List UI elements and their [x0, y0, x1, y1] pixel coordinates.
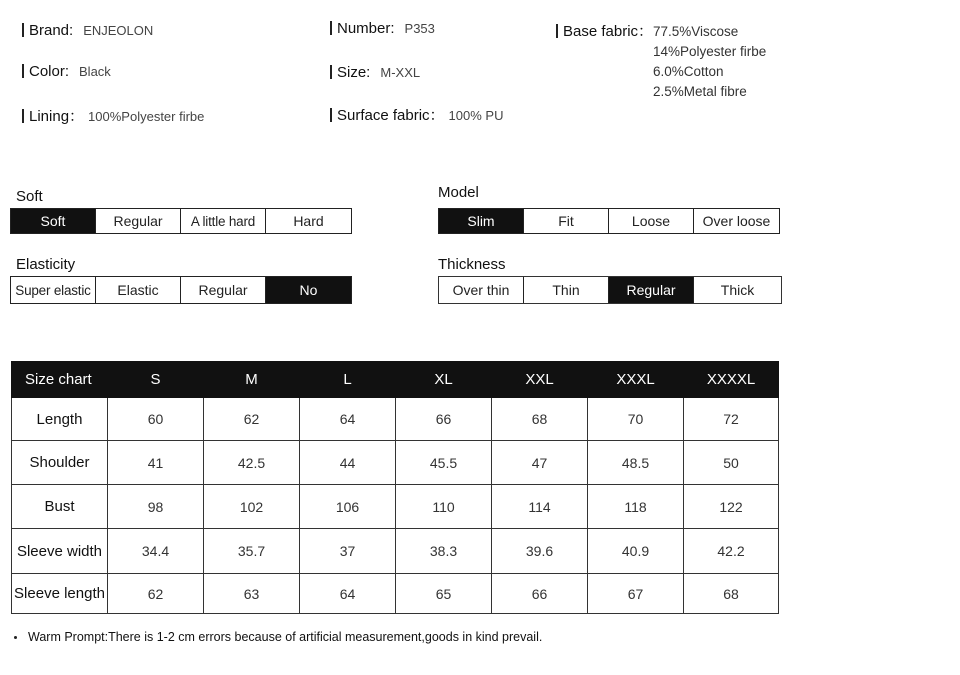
size-column-header: XXXXL [684, 362, 779, 398]
table-cell: 39.6 [492, 529, 588, 574]
size-chart-table [11, 361, 779, 614]
thickness-option: Thick [720, 282, 755, 298]
spec-value: 100%Polyester firbe [88, 109, 205, 124]
table-cell: 62 [204, 398, 300, 441]
table-cell: 67 [588, 574, 684, 614]
soft-title: Soft [16, 188, 43, 205]
size-column-header: XXL [492, 362, 588, 398]
base-fabric-line: 77.5%Viscose [653, 24, 739, 39]
table-cell: 106 [300, 485, 396, 529]
measurement-name: Sleeve width [12, 529, 108, 574]
bullet-icon [14, 636, 17, 639]
table-cell: 34.4 [108, 529, 204, 574]
spec-bar [22, 64, 24, 78]
table-cell: 41 [108, 441, 204, 485]
table-cell: 118 [588, 485, 684, 529]
table-cell: 68 [684, 574, 779, 614]
table-cell: 42.5 [204, 441, 300, 485]
size-column-header: L [300, 362, 396, 398]
table-cell: 64 [300, 574, 396, 614]
thickness-selector [438, 276, 782, 304]
table-cell: 66 [396, 398, 492, 441]
spec-size [330, 64, 420, 81]
soft-option: Soft [11, 209, 96, 233]
size-column-header: XXXL [588, 362, 684, 398]
table-cell: 37 [300, 529, 396, 574]
table-cell: 38.3 [396, 529, 492, 574]
spec-surface-fabric [330, 104, 503, 125]
spec-value: ENJEOLON [83, 23, 154, 38]
spec-base-fabric [556, 20, 653, 41]
soft-option: Regular [96, 209, 181, 233]
measurement-name: Length [12, 398, 108, 441]
table-cell: 50 [684, 441, 779, 485]
model-title: Model [438, 184, 479, 201]
table-cell: 47 [492, 441, 588, 485]
thickness-option: Thin [524, 277, 609, 303]
spec-value: M-XXL [380, 65, 421, 80]
thickness-option: Over thin [439, 277, 524, 303]
base-fabric-line: 2.5%Metal fibre [653, 84, 747, 99]
size-chart-title: Size chart [12, 362, 108, 398]
table-row [12, 398, 779, 441]
spec-value: Black [79, 64, 111, 79]
spec-brand [22, 22, 153, 39]
spec-label: Base fabric： [563, 23, 654, 40]
elasticity-option: Super elastic [11, 277, 96, 303]
table-row [12, 441, 779, 485]
spec-number [330, 20, 435, 37]
model-option: Loose [609, 209, 694, 233]
spec-label: Color: [29, 63, 70, 80]
table-cell: 40.9 [588, 529, 684, 574]
spec-bar [22, 109, 24, 123]
spec-label: Number: [337, 20, 395, 37]
spec-bar [330, 21, 332, 35]
table-cell: 102 [204, 485, 300, 529]
model-option: Slim [439, 209, 524, 233]
table-cell: 98 [108, 485, 204, 529]
spec-bar [556, 24, 558, 38]
base-fabric-line: 14%Polyester firbe [653, 44, 767, 59]
spec-label: Brand: [29, 22, 74, 39]
warm-prompt-text: Warm Prompt:There is 1-2 cm errors because of artificial measurement,goods in kind prevail. [28, 630, 543, 644]
table-cell: 45.5 [396, 441, 492, 485]
warm-prompt [14, 630, 542, 644]
table-cell: 63 [204, 574, 300, 614]
table-cell: 68 [492, 398, 588, 441]
spec-bar [22, 23, 24, 37]
size-column-header: XL [396, 362, 492, 398]
table-cell: 44 [300, 441, 396, 485]
model-option: Over loose [702, 213, 771, 229]
elasticity-title: Elasticity [16, 256, 76, 273]
thickness-option: Regular [609, 277, 694, 303]
thickness-title: Thickness [438, 256, 506, 273]
elasticity-option: Elastic [96, 277, 181, 303]
table-cell: 114 [492, 485, 588, 529]
measurement-name: Shoulder [12, 441, 108, 485]
table-cell: 48.5 [588, 441, 684, 485]
spec-label: Lining： [29, 108, 85, 125]
spec-value: 100% PU [448, 108, 504, 123]
table-row [12, 485, 779, 529]
model-option: Fit [524, 209, 609, 233]
elasticity-selector [10, 276, 352, 304]
size-column-header: M [204, 362, 300, 398]
table-cell: 66 [492, 574, 588, 614]
elasticity-option: No [266, 277, 351, 303]
table-cell: 60 [108, 398, 204, 441]
measurement-name: Sleeve length [12, 574, 108, 614]
spec-label: Size: [337, 64, 371, 81]
table-cell: 110 [396, 485, 492, 529]
elasticity-option: Regular [181, 277, 266, 303]
soft-selector [10, 208, 352, 234]
table-row [12, 574, 779, 614]
soft-option: A little hard [181, 209, 266, 233]
table-cell: 65 [396, 574, 492, 614]
size-chart-header [12, 362, 779, 398]
measurement-name: Bust [12, 485, 108, 529]
spec-color [22, 63, 111, 80]
spec-label: Surface fabric： [337, 107, 445, 124]
table-cell: 122 [684, 485, 779, 529]
spec-bar [330, 65, 332, 79]
spec-value: P353 [404, 21, 435, 36]
table-row [12, 529, 779, 574]
table-cell: 64 [300, 398, 396, 441]
table-cell: 42.2 [684, 529, 779, 574]
spec-lining [22, 105, 204, 126]
base-fabric-composition [653, 22, 766, 102]
table-cell: 70 [588, 398, 684, 441]
table-cell: 62 [108, 574, 204, 614]
model-selector [438, 208, 780, 234]
soft-option: Hard [293, 213, 324, 229]
table-cell: 35.7 [204, 529, 300, 574]
table-cell: 72 [684, 398, 779, 441]
size-column-header: S [108, 362, 204, 398]
spec-bar [330, 108, 332, 122]
base-fabric-line: 6.0%Cotton [653, 64, 724, 79]
